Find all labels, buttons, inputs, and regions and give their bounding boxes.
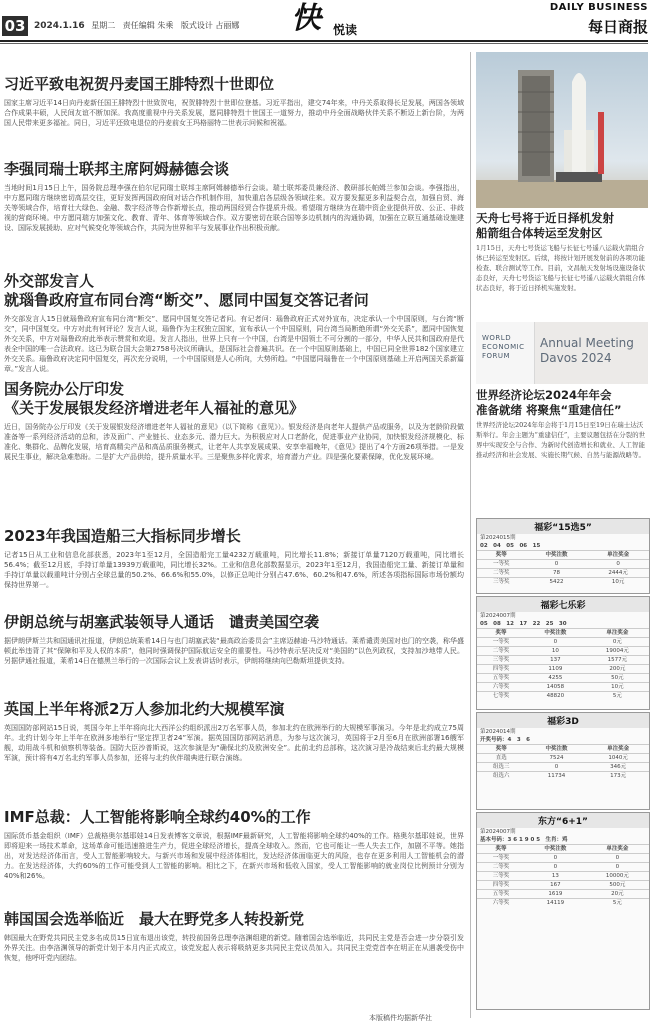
lottery-cell: 1109 <box>525 665 586 674</box>
lottery-cell: 0元 <box>586 638 649 647</box>
paper-name-cn: 每日商报 <box>587 18 648 36</box>
lottery-title: 福彩七乐彩 <box>477 597 649 612</box>
lottery-row <box>477 854 649 863</box>
lottery-box-3d <box>476 712 650 810</box>
page-header <box>0 0 652 44</box>
wef-sign <box>540 336 634 366</box>
lottery-cell: 奖等 <box>477 551 526 560</box>
lottery-cell: 11734 <box>526 772 588 781</box>
lottery-cell: 组选六 <box>477 772 526 781</box>
lottery-meta: 第2024015期 <box>480 535 516 541</box>
lottery-cell: 二等奖 <box>477 647 525 656</box>
issue-weekday: 星期二 <box>91 21 116 30</box>
lottery-cell: 三等奖 <box>477 872 525 881</box>
lottery-cell: 5元 <box>586 899 649 908</box>
lottery-table-body <box>477 629 649 701</box>
article-headline: 伊朗总统与胡塞武装领导人通话 谴责美国空袭 <box>4 613 320 631</box>
article-body: 据伊朗伊斯兰共和国通讯社报道，伊朗总统莱希14日与也门胡塞武装“最高政治委员会”主席迈赫迪·马沙特通话。莱希谴责美国对也门的空袭，称华盛顿此举违背了其“保障和平及人权的本质”，他同时强调保护国际航运安全的重要性。马沙特表示坚决反对“美国的”以色列政权，支持加沙地带人民。另据伊通社报道，莱希14日在德黑兰举行的一次国际会议上发表讲话时表示，伊朗将继续向巴勒斯坦提供支持。 <box>4 637 464 665</box>
lottery-row <box>477 569 649 578</box>
lottery-cell: 中奖注数 <box>525 845 586 854</box>
lottery-cell: 单注奖金 <box>586 629 649 638</box>
lottery-cell: 0 <box>525 638 586 647</box>
wef-logo-line: ECONOMIC <box>482 343 525 351</box>
article-body: 外交部发言人15日就瑙鲁政府宣布同台湾“断交”、愿同中国复交答记者问。有记者问：瑙鲁政府正式对外宣布，决定承认一个中国原则，与台湾“断交”，同中国复交。中方对此有何评论？发言人说，瑙鲁作为主权独立国家，宣布承认一个中国原则，同台湾当局断绝所谓“外交关系”，愿同中国恢复外交关系，中方对瑙鲁政府此举表示赞赏和欢迎。发言人指出，世界上只有一个中国，台湾是中国领土不可分割的一部分，中华人民共和国政府是代表全中国的唯一合法政府。这已为联合国大会第2758号决议所确认，是国际社会普遍共识。在一个中国原则基础上，中国已同全世界182个国家建立外交关系。瑙鲁政府决定同中国复交，再次充分说明，一个中国原则是人心所向，大势所趋。“中国愿同瑙鲁在一个中国原则基础上开启两国关系新篇章。”发言人说。 <box>4 315 464 373</box>
lottery-row <box>477 674 649 683</box>
lottery-cell: 13 <box>525 872 586 881</box>
article-body: 近日，国务院办公厅印发《关于发展银发经济增进老年人福祉的意见》（以下简称《意见》）。银发经济是向老年人提供产品或服务，以及为老龄阶段做准备等一系列经济活动的总和，涉及面广、产业链长、业态多元、潜力巨大。为积极应对人口老龄化，促进事业产业协同，加快银发经济规模化、标准化、集群化、品牌化发展，培育高精尖产品和高品质服务模式，让老年人共享发展成果、安享幸福晚年，《意见》提出了4个方面26项举措。一是发展民生事业，解决急难愁盼。二是扩大产品供给，提升质量水平。三是聚焦多样化需求，培育潜力产业。四是强化要素保障，优化发展环境。 <box>4 423 464 461</box>
wef-sign-line: Annual Meeting <box>540 336 634 350</box>
lottery-cell: 167 <box>525 881 586 890</box>
story-headline: 世界经济论坛2024年年会 准备就绪 将聚焦“重建信任” <box>476 388 622 417</box>
lottery-header-row <box>477 629 649 638</box>
lottery-row <box>477 638 649 647</box>
lottery-cell: 2444元 <box>587 569 649 578</box>
lottery-cell: 中奖注数 <box>526 745 588 754</box>
lottery-meta: 第2024014期 <box>480 729 516 735</box>
lottery-row <box>477 656 649 665</box>
story-wef <box>476 388 648 508</box>
lottery-cell: 奖等 <box>477 745 526 754</box>
lottery-cell: 单注奖金 <box>587 551 649 560</box>
story-headline: 天舟七号将于近日择机发射 船箭组合体转运至发射区 <box>476 211 614 240</box>
lottery-box-dongfang <box>476 812 650 1010</box>
source-credit: 本版稿件均据新华社 <box>369 1014 432 1022</box>
article-body: 记者15日从工业和信息化部获悉，2023年1至12月，全国造船完工量4232万载重吨，同比增长11.8%；新接订单量7120万载重吨，同比增长56.4%；截至12月底，手持订单量13939万载重吨，同比增长32%。工业和信息化部数据显示，2023年1至12月，我国造船完工量、新接订单量和手持订单量以载重吨计分别占全球总量的50.2%、66.6%和55.0%，以修正总吨计分别占47.6%、60.2%和47.6%，所述各项指标国际市场份额均保持世界第一。 <box>4 551 464 589</box>
lottery-cell: 二等奖 <box>477 863 525 872</box>
wef-logo-line: WORLD <box>482 334 512 342</box>
wef-logo <box>482 334 525 361</box>
lottery-row <box>477 560 649 569</box>
lottery-cell: 5422 <box>526 578 588 587</box>
rocket-illustration <box>476 52 648 208</box>
lottery-cell: 0 <box>526 560 588 569</box>
lottery-cell: 4255 <box>525 674 586 683</box>
lottery-cell: 346元 <box>587 763 649 772</box>
lottery-box-qilecai <box>476 596 650 710</box>
story-body: 1月15日，天舟七号货运飞船与长征七号遥八运载火箭组合体已转运至发射区。后续，将按计划开展发射前的各项功能检查、联合测试等工作。目前，文昌航天发射场设施设备状态良好，天舟七号货运飞船与长征七号遥八运载火箭组合体状态良好，将于近日择机实施发射。 <box>476 244 645 292</box>
lottery-numbers: 基本号码：3 6 1 9 0 5 生肖：鸡 <box>480 837 568 843</box>
article-3 <box>4 272 464 384</box>
lottery-cell: 10 <box>525 647 586 656</box>
lottery-table <box>477 744 649 780</box>
article-headline: 国务院办公厅印发 《关于发展银发经济增进老年人福祉的意见》 <box>4 380 305 417</box>
lottery-cell: 五等奖 <box>477 674 525 683</box>
lottery-cell: 200元 <box>586 665 649 674</box>
lottery-title: 福彩3D <box>477 713 649 728</box>
lottery-cell: 50元 <box>586 674 649 683</box>
article-4 <box>4 380 464 482</box>
lottery-cell: 六等奖 <box>477 683 525 692</box>
lottery-cell: 0 <box>586 854 649 863</box>
lottery-cell: 0 <box>525 854 586 863</box>
lottery-cell: 137 <box>525 656 586 665</box>
lottery-cell: 14119 <box>525 899 586 908</box>
lottery-cell: 奖等 <box>477 845 525 854</box>
lottery-cell: 一等奖 <box>477 560 526 569</box>
wef-logo-line: FORUM <box>482 352 511 360</box>
article-body: 当地时间1月15日上午，国务院总理李强在伯尔尼同瑞士联邦主席阿姆赫德举行会谈。瑞士联邦委员兼经济、教研部长帕姆兰参加会谈。李强指出，中方愿同瑞方继续密切高层交往，更好发挥两国政府间对话合作机制作用，加快重启各层级各领域往来。双方要发掘更多利益契合点，加强自贸、海关等领域合作，培育壮大绿色、金融、数字经济等合作新增长点，推动两国经贸合作提质升级。希望瑞方继续为在瑞中资企业提供开放、公正、非歧视的营商环境。中方愿同瑞方加强文化、教育、青年、体育等领域合作。双方要密切在联合国等多边机制内的沟通协调，加强在立联互通基础设施建设、国际发展援助、应对气候变化等领域合作，共同为世界和平与发展事业作出积极贡献。 <box>4 184 464 232</box>
lottery-numbers: 02 04 05 06 15 <box>480 543 541 549</box>
section-logo-small: 悦读 <box>333 23 358 37</box>
lottery-cell: 1040元 <box>587 754 649 763</box>
lottery-cell: 四等奖 <box>477 881 525 890</box>
lottery-header-row <box>477 845 649 854</box>
lottery-table <box>477 628 649 700</box>
lottery-cell: 0 <box>586 863 649 872</box>
lottery-title: 东方“6+1” <box>477 813 649 828</box>
article-7 <box>4 700 464 793</box>
article-body: 国家主席习近平14日向丹麦新任国王腓特烈十世致贺电，祝贺腓特烈十世即位登基。习近平指出，建交74年来，中丹关系取得长足发展，两国各领域合作成果丰硕，人民间友谊不断加深。我高度重视中丹关系发展，愿同腓特烈十世国王一道努力，推动中丹全面战略伙伴关系不断迈上新台阶，为两国人民带来更多福祉。同日，习近平还致电退位的丹麦前女王玛格丽特二世表示问候和祝福。 <box>4 99 464 127</box>
lottery-cell: 10元 <box>586 683 649 692</box>
article-5 <box>4 527 464 590</box>
article-6 <box>4 613 464 686</box>
lottery-numbers: 开奖号码：4 3 6 <box>480 737 530 743</box>
lottery-cell: 五等奖 <box>477 890 525 899</box>
article-headline: 韩国国会选举临近 最大在野党多人转投新党 <box>4 910 305 928</box>
lottery-title: 福彩“15选5” <box>477 519 649 534</box>
lottery-box-15x5 <box>476 518 650 594</box>
lottery-cell: 48820 <box>525 692 586 701</box>
lottery-cell: 0 <box>526 763 588 772</box>
lottery-cell: 六等奖 <box>477 899 525 908</box>
lottery-table <box>477 550 649 586</box>
wef-sign-line: Davos 2024 <box>540 351 612 365</box>
lottery-cell: 1619 <box>525 890 586 899</box>
paper-name-en: DAILY BUSINESS <box>549 2 648 13</box>
article-headline: IMF总裁：人工智能将影响全球约40%的工作 <box>4 808 311 826</box>
header-meta <box>34 20 244 31</box>
lottery-cell: 500元 <box>586 881 649 890</box>
page-number: 03 <box>2 16 28 36</box>
lottery-meta: 第2024007期 <box>480 829 516 835</box>
article-headline: 习近平致电祝贺丹麦国王腓特烈十世即位 <box>4 75 275 93</box>
lottery-header-row <box>477 745 649 754</box>
designer-credit: 版式设计 占丽娜 <box>180 21 240 30</box>
header-rule-thin <box>0 43 648 44</box>
wef-photo <box>476 322 648 384</box>
article-1 <box>4 75 464 138</box>
lottery-row <box>477 872 649 881</box>
lottery-row <box>477 863 649 872</box>
lottery-cell: 七等奖 <box>477 692 525 701</box>
article-body: 英国国防部网站15日说，英国今年上半年将向北大西洋公约组织派出2万名军事人员，参加北约在欧洲举行的大规模军事演习。今年是北约成立75周年。北约计划今年上半年在欧洲多地举行“坚定捍卫者24”军演。据英国国防部网站消息，为参与这次演习，英国将于2月至6月在欧洲部署16艘军舰，动用战斗机和侦察机等装备。国防大臣沙普斯说，这次参演是为“确保北约及欧洲安全”。此前北约总部称，这次演习是冷战结束后北约最大规模军演，预计将有4万名北约军事人员参加，还将与北约伙伴瑞典进行联合演练。 <box>4 724 464 762</box>
lottery-cell: 7524 <box>526 754 588 763</box>
lottery-cell: 中奖注数 <box>526 551 588 560</box>
rocket-photo <box>476 52 648 208</box>
lottery-cell: 0 <box>587 560 649 569</box>
lottery-numbers: 05 08 12 17 22 25 30 <box>480 621 567 627</box>
lottery-row <box>477 647 649 656</box>
lottery-cell: 中奖注数 <box>525 629 586 638</box>
lottery-cell: 14058 <box>525 683 586 692</box>
article-headline: 2023年我国造船三大指标同步增长 <box>4 527 241 545</box>
lottery-meta: 第2024007期 <box>480 613 516 619</box>
section-logo-big: 快 <box>291 1 321 36</box>
lottery-table <box>477 844 649 907</box>
article-8 <box>4 808 464 891</box>
lottery-cell: 10元 <box>587 578 649 587</box>
lottery-header-row <box>477 551 649 560</box>
lottery-cell: 10000元 <box>586 872 649 881</box>
editor-credit: 责任编辑 朱乘 <box>122 21 174 30</box>
article-9 <box>4 910 464 1013</box>
lottery-table-body <box>477 551 649 587</box>
lottery-row <box>477 763 649 772</box>
header-rule <box>0 40 648 42</box>
lottery-cell: 单注奖金 <box>587 745 649 754</box>
lottery-cell: 三等奖 <box>477 578 526 587</box>
lottery-cell: 单注奖金 <box>586 845 649 854</box>
lottery-row <box>477 890 649 899</box>
lottery-cell: 78 <box>526 569 588 578</box>
wef-logo-panel <box>476 322 535 384</box>
article-2 <box>4 160 464 253</box>
lottery-cell: 直选 <box>477 754 526 763</box>
lottery-cell: 组选三 <box>477 763 526 772</box>
lottery-row <box>477 754 649 763</box>
lottery-cell: 一等奖 <box>477 638 525 647</box>
article-body: 韩国最大在野党共同民主党多名成员15日宣布退出该党，转投前国务总理李洛渊组建的新党。随着国会选举临近，共同民主党是否会进一步分裂引发外界关注。由李洛渊领导的新党计划于本月内正式成立，该党发起人表示将吸纳更多共同民主党议员加入。共同民主党党首李在明正在从遇袭受伤中恢复，他呼吁党内团结。 <box>4 934 464 962</box>
lottery-row <box>477 899 649 908</box>
lottery-row <box>477 665 649 674</box>
lottery-cell: 奖等 <box>477 629 525 638</box>
lottery-row <box>477 578 649 587</box>
lottery-table-body <box>477 845 649 908</box>
lottery-row <box>477 683 649 692</box>
lottery-cell: 20元 <box>586 890 649 899</box>
lottery-cell: 19004元 <box>586 647 649 656</box>
lottery-row <box>477 772 649 781</box>
column-divider <box>470 52 471 1018</box>
article-body: 国际货币基金组织（IMF）总裁格奥尔基耶娃14日发表博客文章说，根据IMF最新研究，人工智能将影响全球约40%的工作。格奥尔基耶娃说，世界即将迎来一场技术革命，这场革命可能迅速推进生产力，促进全球经济增长，提高全球收入。然而，它也可能让一些人失去工作，加剧不平等。她指出，对发达经济体而言，受人工智能影响较大。与新兴市场和发展中经济体相比，发达经济体面临更大的风险，也存在更多利用人工智能机会的潜力。在发达经济体，大约60%的工作可能受到人工智能的影响。相比之下，在新兴市场和低收入国家，受人工智能影响的就业岗位比例预计分别为40%和26%。 <box>4 832 464 880</box>
lottery-cell: 二等奖 <box>477 569 526 578</box>
lottery-row <box>477 692 649 701</box>
lottery-table-body <box>477 745 649 781</box>
lottery-cell: 5元 <box>586 692 649 701</box>
lottery-cell: 一等奖 <box>477 854 525 863</box>
lottery-row <box>477 881 649 890</box>
lottery-cell: 三等奖 <box>477 656 525 665</box>
lottery-cell: 四等奖 <box>477 665 525 674</box>
article-headline: 英国上半年将派2万人参加北约大规模军演 <box>4 700 285 718</box>
lottery-cell: 1577元 <box>586 656 649 665</box>
lottery-cell: 0 <box>525 863 586 872</box>
article-headline: 李强同瑞士联邦主席阿姆赫德会谈 <box>4 160 230 178</box>
issue-date: 2024.1.16 <box>34 21 85 31</box>
story-body: 世界经济论坛2024年年会将于1月15日至19日在瑞士达沃斯举行。年会主题为“重建信任”，主要议题包括在分裂的世界中实现安全与合作、为新时代创造增长和就业、人工智能推动经济和社会发展、实施长期气候、自然与能源战略等。 <box>476 421 646 459</box>
article-headline: 外交部发言人 就瑙鲁政府宣布同台湾“断交”、愿同中国复交答记者问 <box>4 272 369 309</box>
lottery-cell: 173元 <box>587 772 649 781</box>
